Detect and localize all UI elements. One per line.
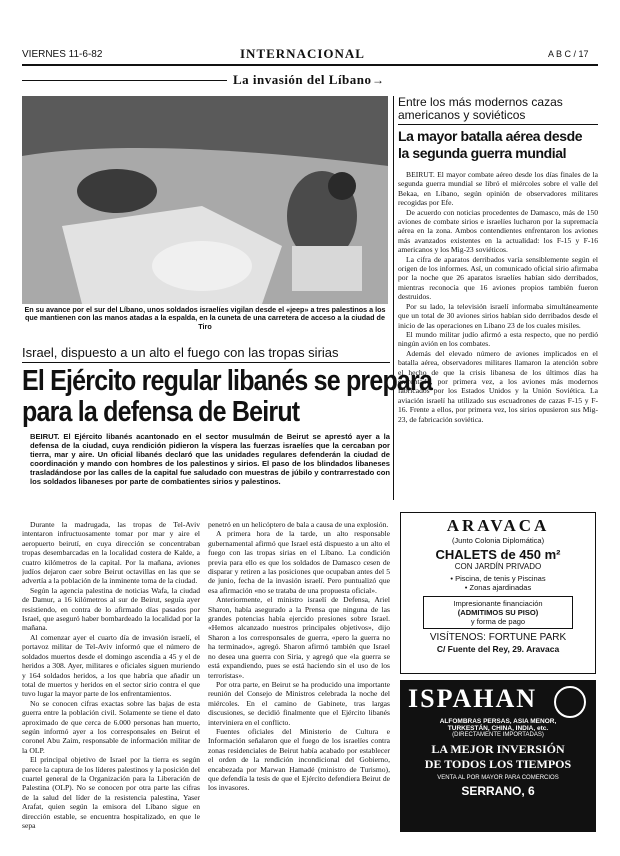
paragraph: A primera hora de la tarde, un alto responsable gubernamental afirmó que Israel está dispuesto a un alto el fuego con las tropas sirias en el Líbano. La condición previa para ello es que los soldados de Damasco cesen de disparar y retiren a las posiciones que ocupaban antes del 5 de junio, fecha de la invasión israelí. Pero puntualizó que esa afirmación «no se trataba de una propuesta oficial».	[208, 529, 390, 595]
band-title: La invasión del Líbano	[233, 72, 372, 87]
main-kicker: Israel, dispuesto a un alto el fuego con las tropas sirias	[22, 345, 339, 360]
ad-financing-line: Impresionante financiación	[453, 599, 543, 608]
paragraph: Fuentes oficiales del Ministerio de Cultura e Información señalaron que el fuego de los israelíes contra zonas residenciales de Beirut había acabado por establecer el orden de la rendición incondicional del Gobierno, encabezada por Marwan Hamadé (ministro de Turismo), que defendía la tesis de que el Ejército defendiera Beirut de los invasores.	[208, 726, 390, 793]
column-divider	[393, 96, 394, 500]
band-line-left	[22, 80, 227, 81]
ad-bullet: • Zonas ajardinadas	[464, 583, 532, 592]
ispahan-brand: ISPAHAN	[408, 684, 538, 713]
ad-visit: VISÍTENOS: FORTUNE PARK	[429, 632, 567, 643]
ispahan-slogan: LA MEJOR INVERSIÓN	[431, 742, 565, 756]
side-headline-line-1: La mayor batalla aérea desde	[398, 128, 583, 144]
ad-subtitle: (Junto Colonia Diplomática)	[451, 536, 545, 545]
ispahan-tagline: (DIRECTAMENTE IMPORTADAS)	[452, 732, 544, 738]
main-lead: BEIRUT. El Ejército libanés acantonado en el sector musulmán de Beirut se aprestó ayer a la defensa de la ciudad, cuya rendición pidieron la víspera las fuerzas israelíes que la cercaban por tierra, mar y aire. Un oficial libanés declaró que las unidades regulares defenderán la ciudad de coordinación y mando con hombres de los palestinos y sirios. El paso de los blindados libaneses trasladándose por las calles de la capital fue saludado con muestras de júbilo y contrarrestado con los soldados libaneses por parte de combatientes sirios y palestinos.	[30, 432, 390, 486]
issue-date: VIERNES 11-6-82	[22, 49, 103, 60]
ispahan-tagline: TURKESTÁN, CHINA, INDIA, etc.	[447, 725, 549, 732]
paragraph: Durante la madrugada, las tropas de Tel-Aviv intentaron infructuosamente tomar por mar y aire el aeropuerto beirutí, en cuya dirección se concentraban tropas desembarcadas en la localidad costera de Kalde, a cuatro kilómetros de la capital. Por la mañana, aviones judíos dejaron caer sobre Beirut octavillas en las que se advertía a la población de la inminente toma de la ciudad.	[22, 520, 200, 586]
main-column-1	[22, 520, 200, 838]
ad-price: CHALETS de 450 m²	[435, 547, 561, 562]
ad-bullet-text: Zonas ajardinadas	[469, 583, 532, 592]
kicker-rule	[22, 362, 390, 363]
side-column	[398, 170, 598, 498]
ad-title: ARAVACA	[446, 516, 550, 535]
section-title: INTERNACIONAL	[240, 46, 365, 61]
paragraph: La cifra de aparatos derribados varía sensiblemente según el origen de los informes. Así, un comunicado oficial sirio afirmaba por la noche que 26 aparatos israelíes habían sido derribados, mientras reconocía que 16 aviones propios también fueron destruidos.	[398, 254, 598, 302]
side-kicker: Entre los más modernos cazas americanos y soviéticos	[398, 95, 563, 123]
page-number: A B C / 17	[548, 49, 589, 59]
paragraph: Por otra parte, en Beirut se ha producido una importante reunión del Consejo de Ministros celebrada la noche del miércoles. En el camino de Gabinete, tras largas discusiones, se decidió finalmente que el Ejército libanés interviniera en el conflicto.	[208, 679, 390, 727]
news-photo	[22, 96, 388, 304]
ispahan-street: SERRANO, 6	[461, 784, 535, 798]
headline-line-2: para la defensa de Beirut	[22, 395, 300, 429]
ad-bullet: • Piscina, de tenis y Piscinas	[450, 574, 546, 583]
ispahan-emblem-icon	[554, 686, 586, 718]
ad-address: C/ Fuente del Rey, 29. Aravaca	[436, 644, 560, 654]
main-column-2	[208, 520, 390, 838]
photo-caption: En su avance por el sur del Líbano, unos soldados israelíes vigilan desde el «jeep» a tres palestinos a los que mantienen con las manos atadas a la espalda, en la cuneta de una carretera de acceso a la ciudad de Tiro	[24, 305, 386, 331]
main-headline	[22, 364, 433, 429]
side-kicker-rule	[398, 124, 598, 125]
paragraph: El principal objetivo de Israel por la tierra es según parece la captura de los líderes palestinos y la posición del cuartel general de la Organización para la Liberación de Palestina (OLP). No se conocen por otra parte las cifras de la salud del líder de la resistencia palestina, Yaser Arafat, quien según la emisora del Líbano sigue en dirección estable, se encuentra hospitalizado, en que le sepa	[22, 755, 200, 830]
side-headline	[398, 128, 602, 162]
ad-garden: CON JARDÍN PRIVADO	[454, 562, 542, 571]
paragraph: Además del elevado número de aviones implicados en el batalla aérea, observadores militares llamaron la atención sobre el hecho de que la crisis libanesa de los últimos días ha enfrentado, por primera vez, a los aviones más modernos fabricados por los Estados Unidos y la Unión Soviética. La aviación israelí ha utilizado sus escuadrones de cazas F-15 y F-16. Frente a ellos, por primera vez, los sirios opusieron sus Mig-23, de fabricación soviética.	[398, 348, 598, 424]
paragraph: Según la agencia palestina de noticias Wafa, la ciudad de Damur, a 16 kilómetros al sur de Beirut, seguía ayer resistiendo, en contra de lo afirmado días pasados por Israel, que aseguró haber bombardeado la localidad por la mañana.	[22, 585, 200, 633]
ispahan-ad	[400, 680, 596, 832]
paragraph: BEIRUT. El mayor combate aéreo desde los días finales de la segunda guerra mundial se libró el miércoles sobre el valle del Bekaa, en Líbano, según opinión de observadores militares recogidas por Efe.	[398, 170, 598, 208]
paragraph: Al comenzar ayer el cuarto día de invasión israelí, el portavoz militar de Tel-Aviv informó que el número de soldados muertos desde el domingo ascendía a 45 y el de heridos a 308. Ayer, militares e oficiales siguen muriendo y 164 soldados heridos, a los que habría que añadir un total de muertos y heridos en el sector sirio contra el que tuvo lugar la mayor parte de los enfrentamientos.	[22, 632, 200, 699]
paragraph: De acuerdo con noticias procedentes de Damasco, más de 150 aviones de combate sirios e israelíes lucharon por la supremacía aérea en la zona. Ambos contendientes enfrentaron los aviones más avanzados existentes en la actualidad: los F-15 y F-16 americanos y los Mig-23 soviéticos.	[398, 207, 598, 255]
ispahan-tagline: ALFOMBRAS PERSAS, ASIA MENOR,	[439, 718, 557, 725]
paragraph: No se conocen cifras exactas sobre las bajas de esta guerra entre la población civil. Solamente se tiene el dato aproximado de que cerca de 6.000 personas han muerto, según informó ayer a los corresponsales en Beirut el coronel Abu Zaim, responsable de información militar de la OLP.	[22, 698, 200, 755]
ispahan-small: VENTA AL POR MAYOR PARA COMERCIOS	[437, 775, 559, 781]
photo-scene	[22, 96, 388, 304]
paragraph: El mundo militar judío afirmó a esta respecto, que no perdió ningún avión en los combates.	[398, 329, 598, 349]
header-rule	[22, 64, 598, 66]
paragraph: Por su lado, la televisión israelí informaba simultáneamente que un total de 30 aviones sirios habían sido derribados desde el inicio de las operaciones en Líbano 23 de los cuales misiles.	[398, 301, 598, 330]
ispahan-slogan: DE TODOS LOS TIEMPOS	[424, 757, 572, 771]
band-arrow: →	[372, 73, 384, 87]
paragraph: Anteriormente, el ministro israelí de Defensa, Ariel Sharon, había asegurado a la Prensa que ninguna de las grandes potencias había ejercido presiones sobre Israel. «Hemos alcanzado nuestros principales objetivos», dijo Sharon a los corresponsales de guerra, «pero la guerra no ha terminado», agregó. Sharon afirmó también que Israel no desea una guerra con Siria, y agregó que «la guerra se está expandiendo, pues se está haciendo sin el uso de los terroristas».	[208, 595, 390, 680]
ad-financing-line: (ADMITIMOS SU PISO)	[457, 608, 539, 617]
headline-line-1: El Ejército regular libanés se prepara	[22, 364, 433, 398]
paragraph: penetró en un helicóptero de bala a causa de una explosión.	[208, 520, 389, 529]
ad-financing-box	[423, 596, 573, 629]
ad-bullet-text: Piscina, de tenis y Piscinas	[455, 574, 546, 583]
aravaca-ad	[400, 512, 596, 674]
side-headline-line-2: la segunda guerra mundial	[398, 145, 567, 161]
ad-financing-line: y forma de pago	[470, 617, 526, 626]
